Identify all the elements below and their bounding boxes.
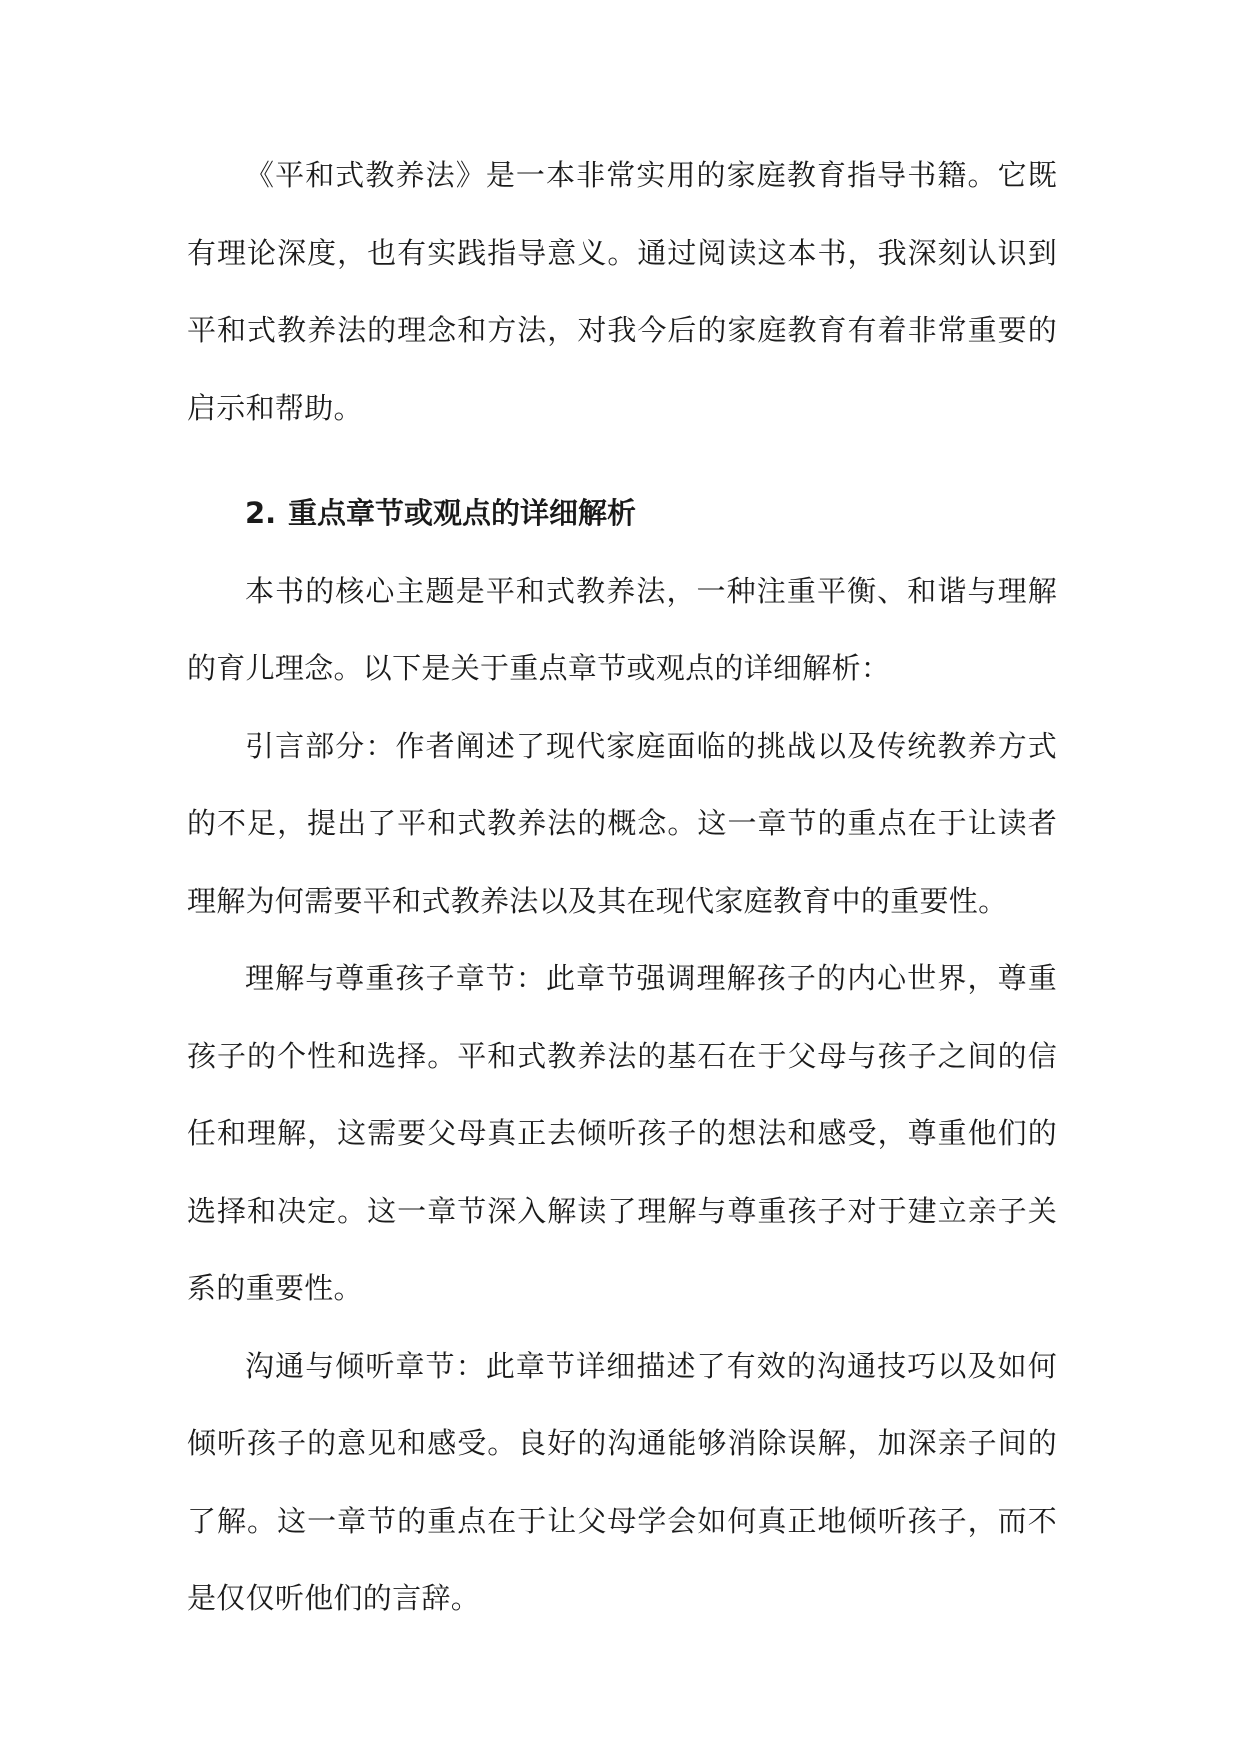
intro-paragraph: 《平和式教养法》是一本非常实用的家庭教育指导书籍。它既有理论深度，也有实践指导意义。通过阅读这本书，我深刻认识到平和式教养法的理念和方法，对我今后的家庭教育有着非常重要的启示和帮助。 — [187, 158, 1057, 425]
body-paragraph: 沟通与倾听章节：此章节详细描述了有效的沟通技巧以及如何倾听孩子的意见和感受。良好的沟通能够消除误解，加深亲子间的了解。这一章节的重点在于让父母学会如何真正地倾听孩子，而不是仅仅听他们的言辞。 — [187, 1348, 1057, 1615]
document-page — [187, 137, 1057, 1638]
body-paragraph: 引言部分：作者阐述了现代家庭面临的挑战以及传统教养方式的不足，提出了平和式教养法的概念。这一章节的重点在于让读者理解为何需要平和式教养法以及其在现代家庭教育中的重要性。 — [187, 728, 1057, 918]
section-spacer — [187, 447, 1057, 475]
body-paragraph: 理解与尊重孩子章节：此章节强调理解孩子的内心世界，尊重孩子的个性和选择。平和式教养法的基石在于父母与孩子之间的信任和理解，这需要父母真正去倾听孩子的想法和感受，尊重他们的选择和决定。这一章节深入解读了理解与尊重孩子对于建立亲子关系的重要性。 — [187, 961, 1057, 1305]
section-heading — [187, 475, 1057, 553]
section-number: 2. — [245, 496, 277, 530]
body-paragraph: 本书的核心主题是平和式教养法，一种注重平衡、和谐与理解的育儿理念。以下是关于重点章节或观点的详细解析： — [187, 573, 1057, 685]
section-title: 重点章节或观点的详细解析 — [288, 496, 637, 530]
